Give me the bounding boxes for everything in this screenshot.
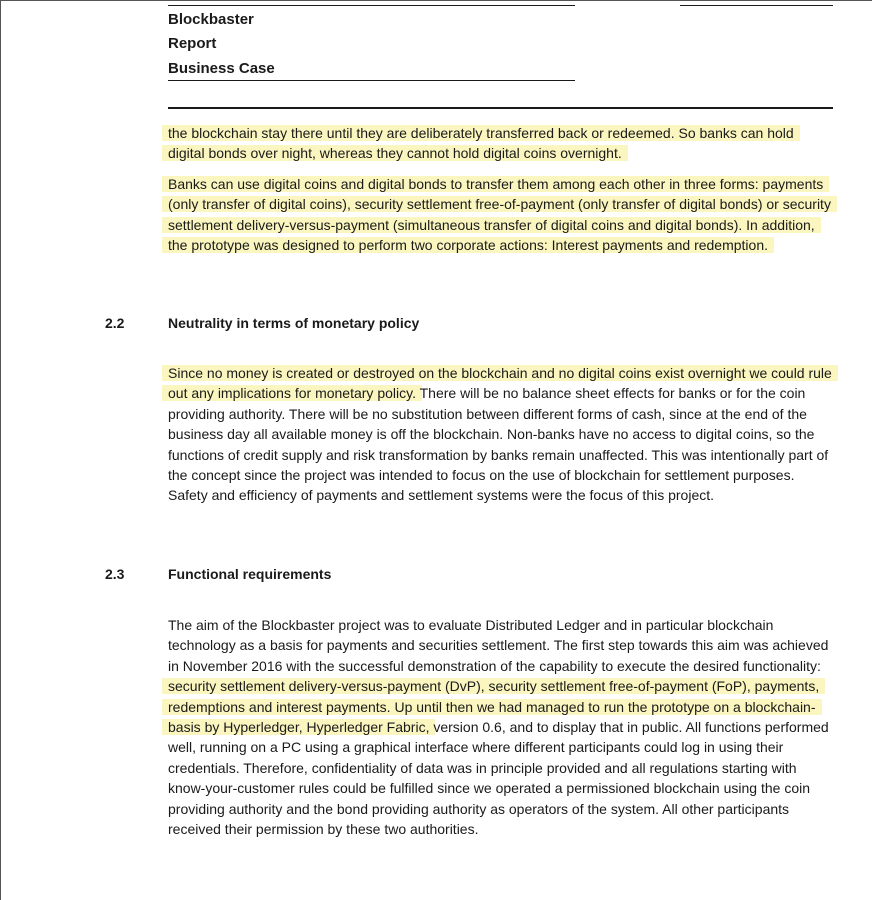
- page-border-top: [0, 0, 872, 1]
- header-subtitle: Report: [168, 35, 217, 52]
- paragraph-digital-bonds: [168, 123, 834, 164]
- highlight-functional-requirements: security settlement delivery-versus-payment (DvP), security settlement free-of-payment (FoP), payments, redemptions and interest payments. Up until then we had managed to run the prototype on a blockchain-basis by Hyperledger, Hyperledger Fabric,: [162, 678, 825, 735]
- paragraph-functional-requirements: [168, 615, 834, 839]
- section-number-2-2: 2.2: [105, 315, 125, 331]
- page-border-left: [0, 0, 1, 900]
- header-divider: [168, 107, 833, 109]
- section-title-functional-requirements: Functional requirements: [168, 566, 332, 582]
- paragraph-transfer-forms: [168, 174, 834, 256]
- paragraph-monetary-policy-text: There will be no balance sheet effects for banks or for the coin providing authority. There will be no substitution between different forms of cash, since at the end of the business day all available money is off the blockchain. Non-banks have no access to digital coins, so the functions of credit supply and risk transformation by banks remain unaffected. This was intentionally part of the concept since the project was intended to focus on the use of blockchain for settlement purposes. Safety and efficiency of payments and settlement systems were the focus of this project.: [168, 385, 829, 504]
- header-bottom-rule: [168, 80, 575, 81]
- header-section: Business Case: [168, 60, 275, 77]
- highlight-digital-bonds: the blockchain stay there until they are deliberately transferred back or redeemed. So banks can hold digital bonds over night, whereas they cannot hold digital coins overnight.: [162, 125, 800, 161]
- paragraph-functional-text-rest: version 0.6, and to display that in public. All functions performed well, running on a PC using a graphical interface where different participants could log in using their credentials. Therefore, confidentiality of data was in principle provided and all regulations starting with know-your-customer rules could be fulfilled since we operated a permissioned blockchain using the coin providing authority and the bond providing authority as operators of the system. All other participants received their permission by these two authorities.: [168, 719, 829, 838]
- header-top-rule-right: [680, 5, 833, 6]
- highlight-transfer-forms: Banks can use digital coins and digital bonds to transfer them among each other in three forms: payments (only transfer of digital coins), security settlement free-of-payment (only transfer of digital bonds) or security settlement delivery-versus-payment (simultaneous transfer of digital coins and digital bonds). In addition, the prototype was designed to perform two corporate actions: Interest payments and redemption.: [162, 176, 837, 253]
- section-title-monetary-policy: Neutrality in terms of monetary policy: [168, 315, 420, 331]
- header-title: Blockbaster: [168, 11, 254, 28]
- header-top-rule: [168, 5, 575, 6]
- section-number-2-3: 2.3: [105, 566, 125, 582]
- paragraph-monetary-policy: [168, 363, 834, 506]
- paragraph-functional-text-start: The aim of the Blockbaster project was to evaluate Distributed Ledger and in particular blockchain technology as a basis for payments and securities settlement. The first step towards this aim was achieved in November 2016 with the successful demonstration of the capability to execute the desired functionality:: [168, 617, 829, 674]
- highlight-monetary-policy: Since no money is created or destroyed on the blockchain and no digital coins exist overnight we could rule out any implications for monetary policy.: [162, 365, 838, 401]
